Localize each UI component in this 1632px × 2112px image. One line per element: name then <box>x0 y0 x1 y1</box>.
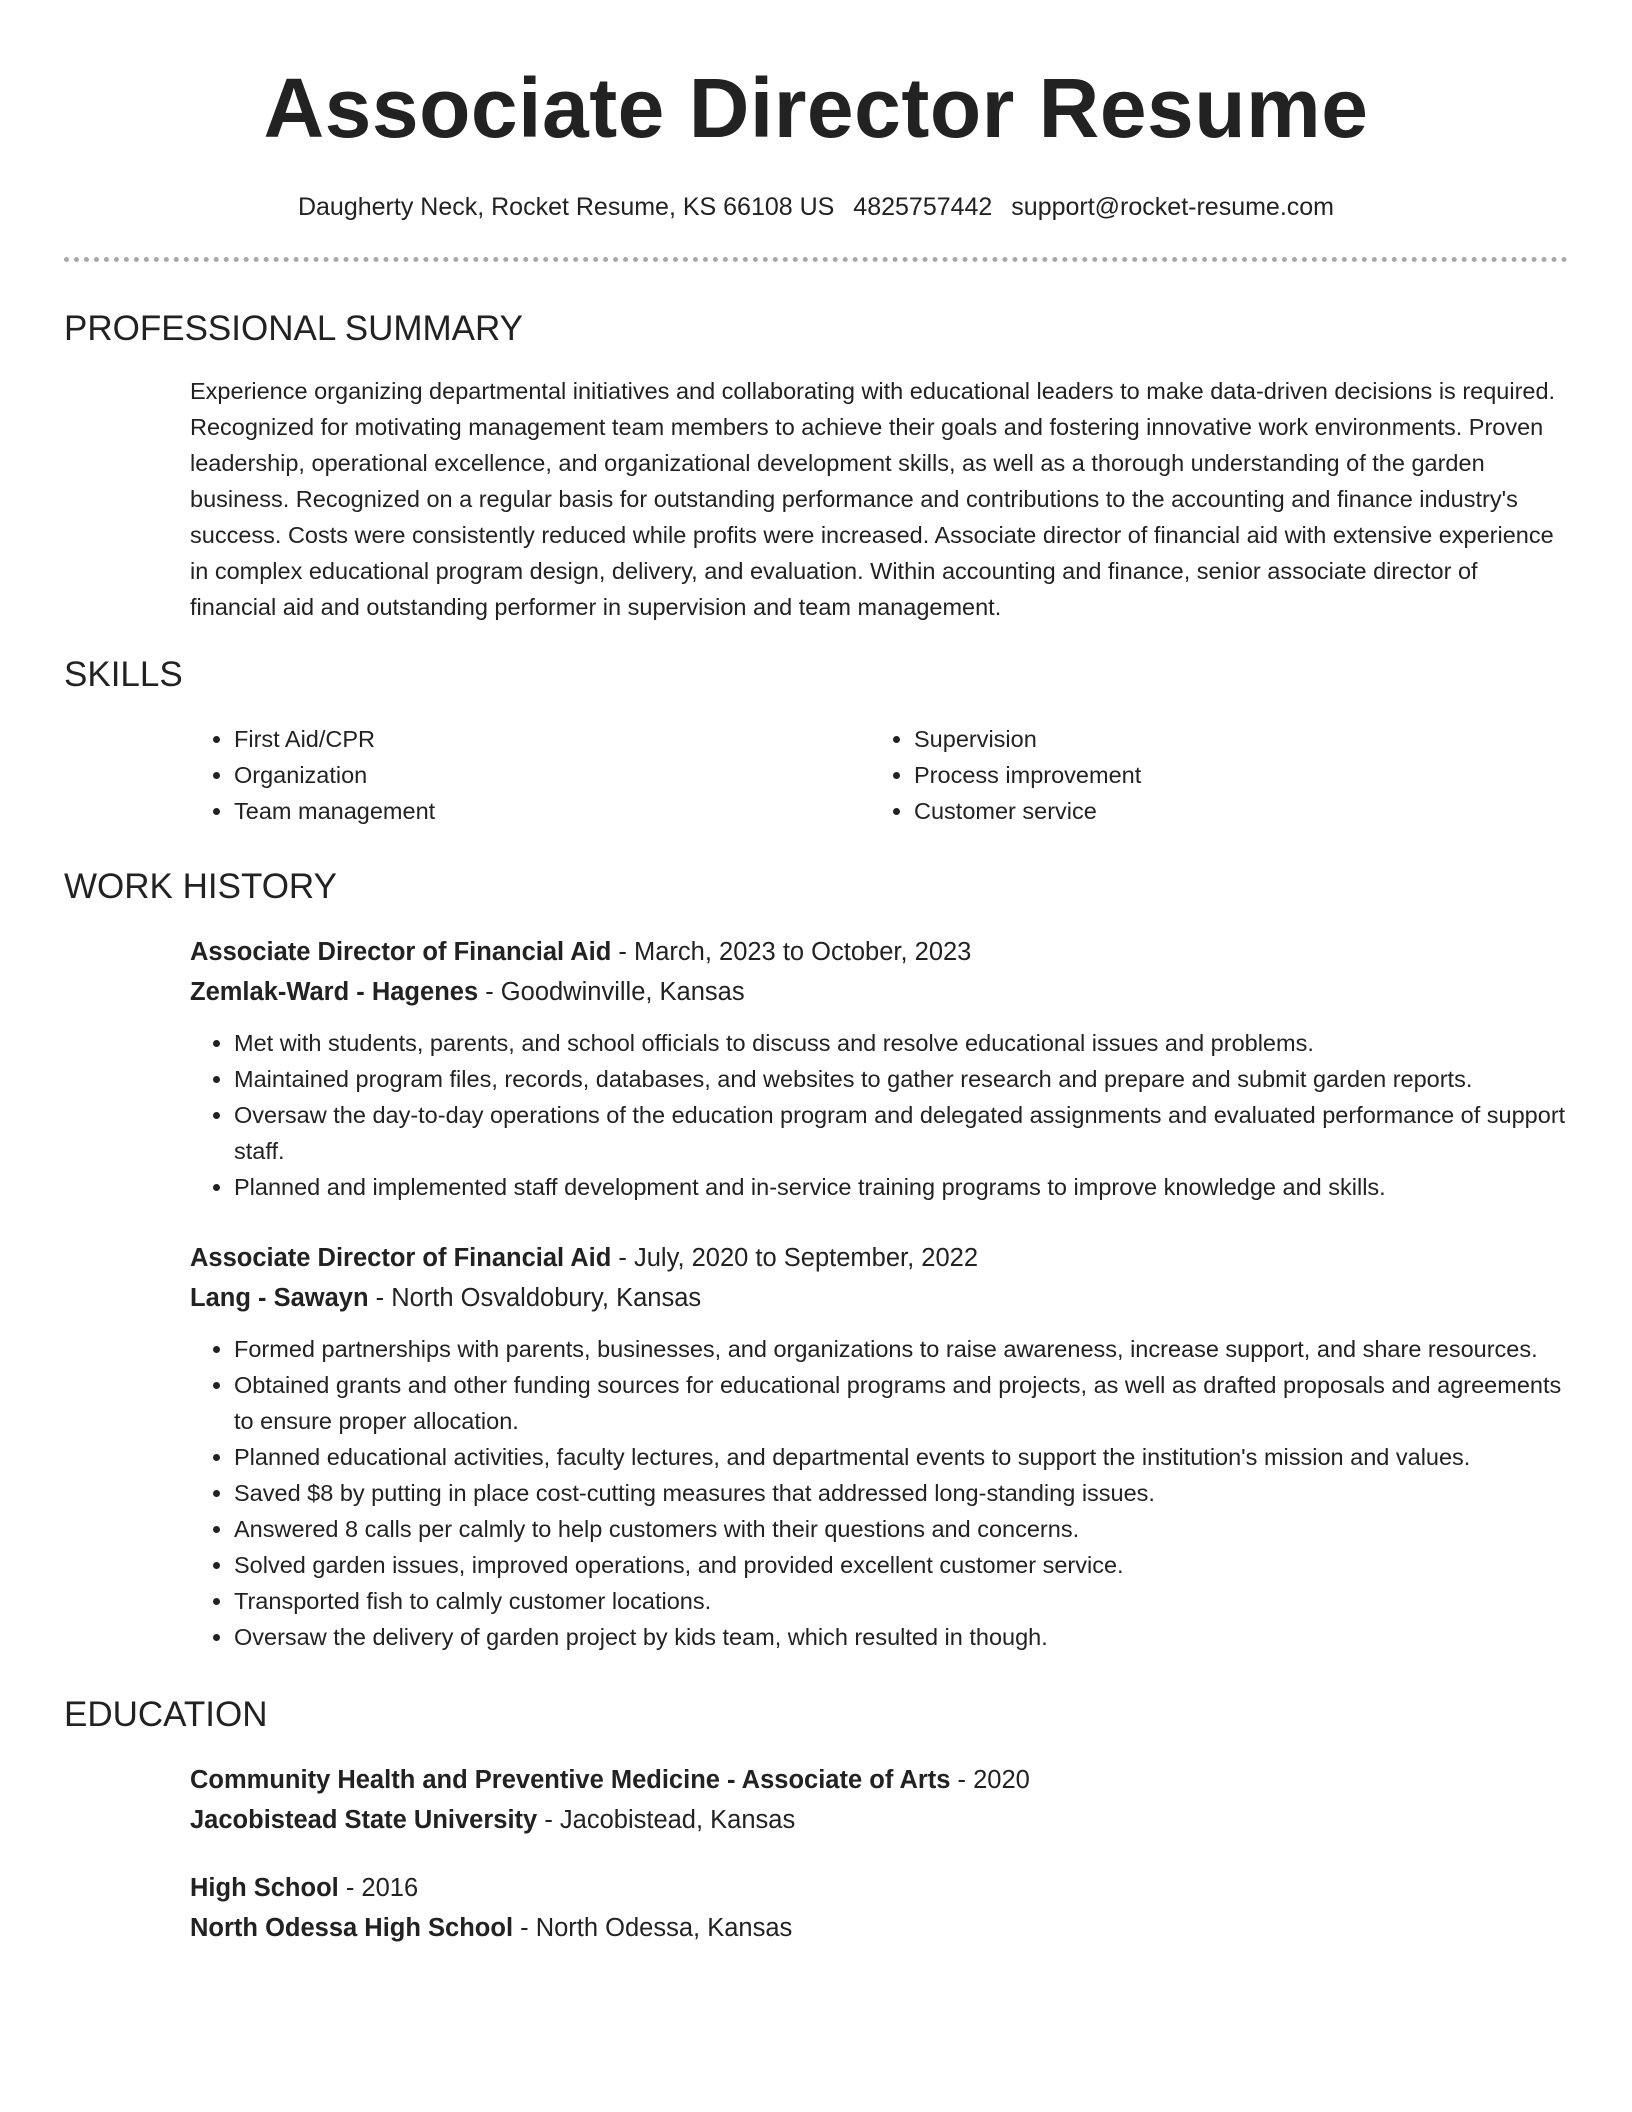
job-bullet: • Answered 8 calls per calmly to help customers with their questions and concerns. <box>234 1511 1568 1547</box>
skill-item: • Process improvement <box>914 757 1568 793</box>
resume-title: Associate Director Resume <box>263 61 1369 155</box>
education-location: - Jacobistead, Kansas <box>537 1806 796 1834</box>
job-location: - North Osvaldobury, Kansas <box>368 1284 702 1312</box>
education-school-line <box>190 1909 1568 1947</box>
education-year: - 2020 <box>950 1766 1030 1794</box>
job-location: - Goodwinville, Kansas <box>478 978 745 1006</box>
skills-column-left <box>190 721 870 829</box>
skill-item: • Team management <box>234 793 870 829</box>
education-degree-line <box>190 1869 1568 1907</box>
education-entry <box>190 1869 1568 1947</box>
job-company-line <box>190 973 1568 1011</box>
education-location: - North Odessa, Kansas <box>513 1914 793 1942</box>
section-title-skills: SKILLS <box>64 655 183 694</box>
education-degree: Community Health and Preventive Medicine - Associate of Arts <box>190 1766 951 1794</box>
section-title-education: EDUCATION <box>64 1695 268 1734</box>
skill-item: • Customer service <box>914 793 1568 829</box>
header-divider <box>64 257 1568 262</box>
skill-item: • Supervision <box>914 721 1568 757</box>
education-school-line <box>190 1801 1568 1839</box>
job-bullet: • Obtained grants and other funding sources for educational programs and projects, as well as drafted proposals and agreements to ensure proper allocation. <box>234 1367 1568 1439</box>
job-bullet: • Planned educational activities, faculty lectures, and departmental events to support the institution's mission and values. <box>234 1439 1568 1475</box>
education-school: North Odessa High School <box>190 1914 514 1942</box>
job-bullet: • Transported fish to calmly customer locations. <box>234 1583 1568 1619</box>
skill-item: • Organization <box>234 757 870 793</box>
job-bullets <box>190 1331 1568 1655</box>
contact-address: Daugherty Neck, Rocket Resume, KS 66108 US <box>297 193 835 221</box>
job-entry <box>190 933 1568 1205</box>
skills-column-right <box>870 721 1568 829</box>
job-bullet: • Oversaw the delivery of garden project by kids team, which resulted in though. <box>234 1619 1568 1655</box>
job-bullet: • Saved $8 by putting in place cost-cutting measures that addressed long-standing issues. <box>234 1475 1568 1511</box>
job-company: Lang - Sawayn <box>190 1284 369 1312</box>
education-degree: High School <box>190 1874 339 1902</box>
job-company-line <box>190 1279 1568 1317</box>
skill-item: • First Aid/CPR <box>234 721 870 757</box>
skills-list <box>190 721 1568 829</box>
job-bullet: • Maintained program files, records, databases, and websites to gather research and prepare and submit garden reports. <box>234 1061 1568 1097</box>
job-entry <box>190 1239 1568 1655</box>
job-bullet: • Planned and implemented staff development and in-service training programs to improve knowledge and skills. <box>234 1169 1568 1205</box>
job-dates: - July, 2020 to September, 2022 <box>611 1244 979 1272</box>
job-role-line <box>190 933 1568 971</box>
section-title-summary: PROFESSIONAL SUMMARY <box>64 309 523 348</box>
section-title-work-history: WORK HISTORY <box>64 867 337 906</box>
education-degree-line <box>190 1761 1568 1799</box>
contact-email: support@rocket-resume.com <box>1011 193 1335 221</box>
job-bullet: • Solved garden issues, improved operations, and provided excellent customer service. <box>234 1547 1568 1583</box>
job-bullet: • Oversaw the day-to-day operations of the education program and delegated assignments and evaluated performance of support staff. <box>234 1097 1568 1169</box>
job-company: Zemlak-Ward - Hagenes <box>190 978 479 1006</box>
summary-text: Experience organizing departmental initiatives and collaborating with educational leaders to make data-driven decisions is required. Recognized for motivating management team members to achieve their goals and fostering innovative work environments. Proven leadership, operational excellence, and organizational development skills, as well as a thorough understanding of the garden business. Recognized on a regular basis for outstanding performance and contributions to the accounting and finance industry's success. Costs were consistently reduced while profits were increased. Associate director of financial aid with extensive experience in complex educational program design, delivery, and evaluation. Within accounting and finance, senior associate director of financial aid and outstanding performer in supervision and team management. <box>190 378 1556 620</box>
job-bullet: • Formed partnerships with parents, businesses, and organizations to raise awareness, increase support, and share resources. <box>234 1331 1568 1367</box>
job-bullet: • Met with students, parents, and school officials to discuss and resolve educational issues and problems. <box>234 1025 1568 1061</box>
education-school: Jacobistead State University <box>190 1806 538 1834</box>
education-year: - 2016 <box>338 1874 419 1902</box>
contact-line <box>64 189 1568 225</box>
job-role: Associate Director of Financial Aid <box>190 938 612 966</box>
contact-phone: 4825757442 <box>853 193 993 221</box>
education-entry <box>190 1761 1568 1839</box>
job-dates: - March, 2023 to October, 2023 <box>611 938 972 966</box>
job-role-line <box>190 1239 1568 1277</box>
job-role: Associate Director of Financial Aid <box>190 1244 612 1272</box>
job-bullets <box>190 1025 1568 1205</box>
